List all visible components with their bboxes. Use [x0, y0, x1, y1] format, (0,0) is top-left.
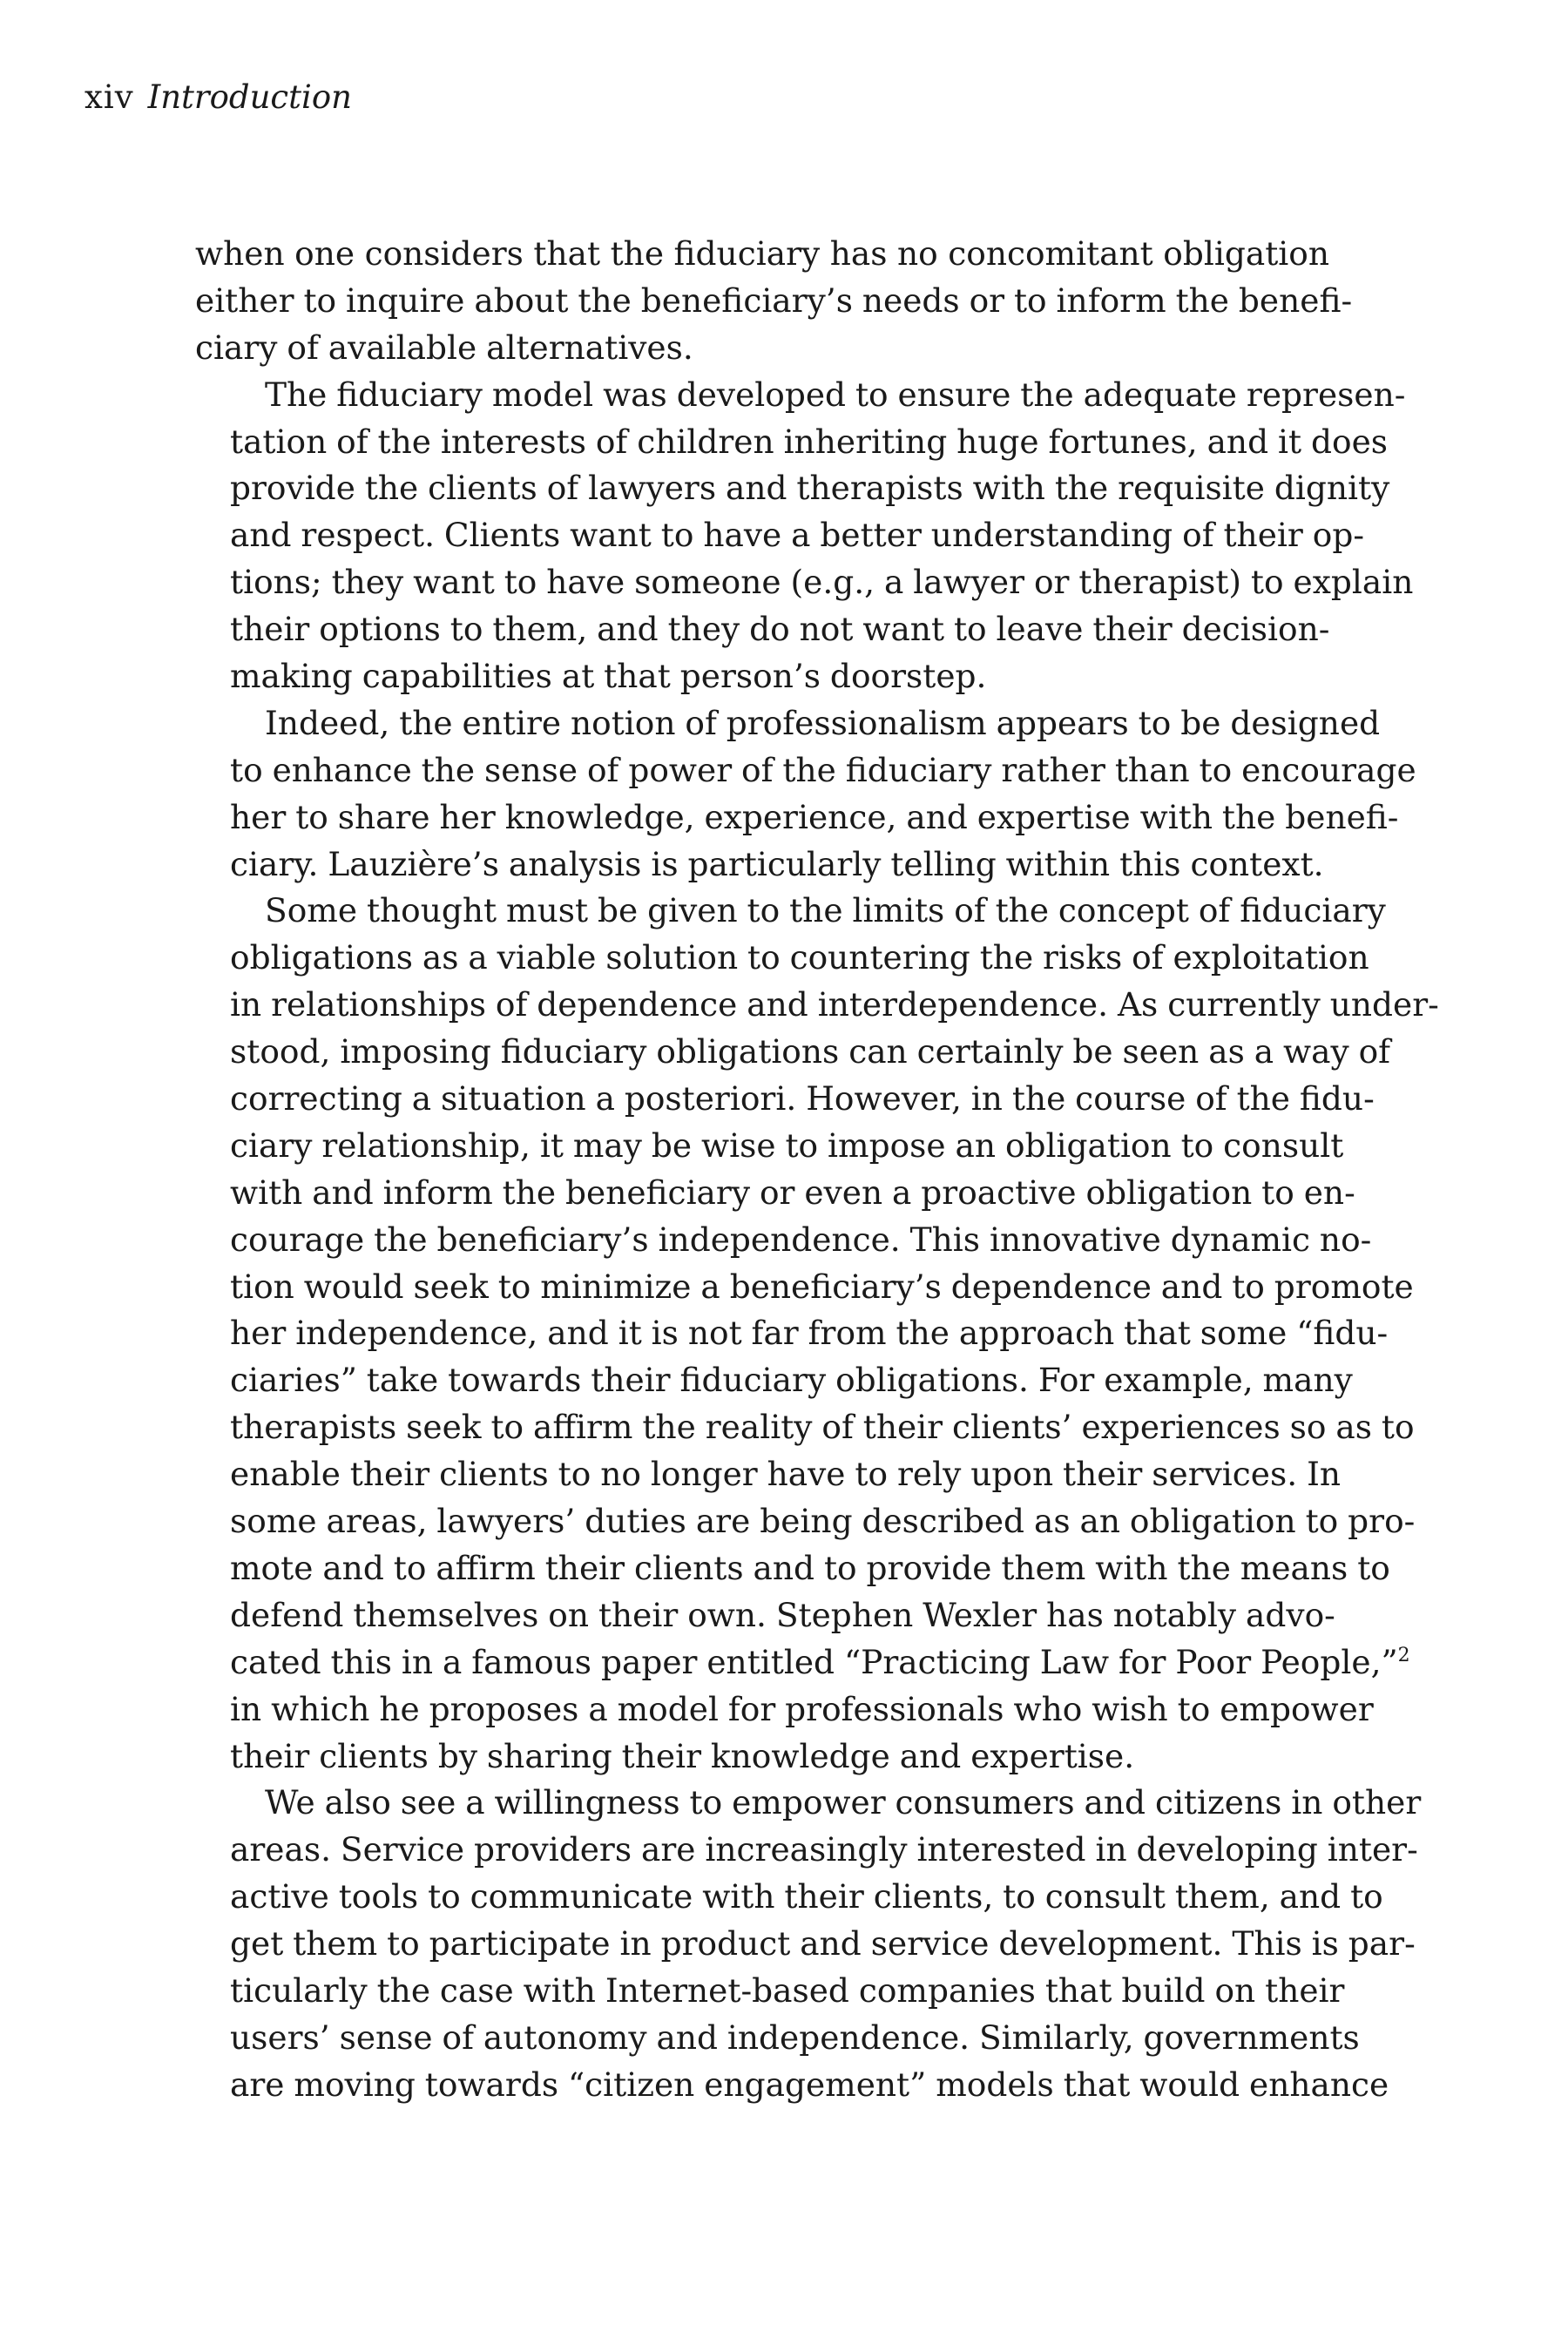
line-text: when one considers that the fiduciary has no concomitant obligation: [195, 234, 1329, 273]
text-line: [195, 1498, 1416, 1545]
line-text: users’ sense of autonomy and independence. Similarly, governments: [230, 2017, 1360, 2057]
text-line: [195, 465, 1390, 512]
text-line: [195, 1545, 1390, 1592]
body-text: [195, 231, 1439, 2109]
paragraph: [195, 372, 1414, 700]
line-text: in which he proposes a model for professionals who wish to empower: [230, 1689, 1374, 1728]
line-text: tions; they want to have someone (e.g., a lawyer or therapist) to explain: [230, 563, 1414, 602]
text-line: [195, 747, 1416, 794]
text-line: [195, 1874, 1383, 1921]
line-text: ciary of available alternatives.: [195, 328, 693, 367]
line-text: enable their clients to no longer have to rely upon their services. In: [230, 1455, 1342, 1494]
line-text: their clients by sharing their knowledge and expertise.: [230, 1736, 1135, 1775]
line-text: making capabilities at that person’s doorstep.: [230, 657, 987, 696]
line-text: therapists seek to affirm the reality of their clients’ experiences so as to: [230, 1408, 1415, 1447]
text-line: [195, 1123, 1344, 1170]
line-text: tation of the interests of children inheriting huge fortunes, and it does: [230, 422, 1389, 461]
line-text: are moving towards “citizen engagement” models that would enhance: [230, 2065, 1389, 2104]
text-line: [195, 278, 1353, 325]
text-line: [195, 1639, 1410, 1686]
line-text: some areas, lawyers’ duties are being described as an obligation to pro-: [230, 1502, 1416, 1541]
line-text: We also see a willingness to empower consumers and citizens in other: [265, 1783, 1422, 1822]
section-title: Introduction: [147, 78, 352, 116]
line-text: correcting a situation a posteriori. However, in the course of the fidu-: [230, 1079, 1375, 1119]
line-text: ciaries” take towards their fiduciary obligations. For example, many: [230, 1361, 1353, 1400]
text-line: [195, 1686, 1374, 1734]
text-line: [195, 935, 1369, 982]
line-text: Some thought must be given to the limits of the concept of fiduciary: [265, 891, 1386, 930]
page-number: xiv: [84, 78, 134, 116]
line-text: defend themselves on their own. Stephen Wexler has notably advo-: [230, 1595, 1335, 1634]
line-text: Indeed, the entire notion of professionalism appears to be designed: [265, 703, 1381, 742]
text-line: [195, 1592, 1335, 1639]
text-line: [195, 1451, 1342, 1498]
line-text: their options to them, and they do not want to leave their decision-: [230, 610, 1330, 649]
text-line: [195, 982, 1439, 1029]
text-line: [195, 1780, 1422, 1827]
text-line: [195, 2062, 1389, 2109]
text-line: [195, 1264, 1414, 1311]
line-text: tion would seek to minimize a beneficiary’s dependence and to promote: [230, 1267, 1414, 1306]
line-text: stood, imposing fiduciary obligations can certainly be seen as a way of: [230, 1032, 1391, 1071]
text-line: [195, 606, 1329, 653]
text-line: [195, 559, 1414, 606]
text-line: [195, 2015, 1360, 2062]
text-line: [195, 231, 1329, 278]
paragraph: [195, 1780, 1422, 2108]
text-line: [195, 1170, 1355, 1217]
line-text: ciary relationship, it may be wise to impose an obligation to consult: [230, 1125, 1344, 1165]
text-line: [195, 372, 1406, 419]
text-line: [195, 1217, 1372, 1264]
line-text: courage the beneficiary’s independence. This innovative dynamic no-: [230, 1220, 1372, 1259]
paragraph: [195, 231, 1353, 372]
line-text: and respect. Clients want to have a better understanding of their op-: [230, 516, 1364, 555]
line-text: ticularly the case with Internet-based companies that build on their: [230, 1970, 1345, 2010]
line-text: to enhance the sense of power of the fiduciary rather than to encourage: [230, 750, 1416, 789]
line-text: ciary. Lauzière’s analysis is particularly telling within this context.: [230, 844, 1324, 883]
line-text: with and inform the beneficiary or even a proactive obligation to en-: [230, 1173, 1355, 1212]
line-text: active tools to communicate with their clients, to consult them, and to: [230, 1877, 1383, 1916]
line-text: her to share her knowledge, experience, and expertise with the benefi-: [230, 797, 1399, 836]
line-text: cated this in a famous paper entitled “Practicing Law for Poor People,”: [230, 1642, 1398, 1681]
text-line: [195, 1827, 1418, 1874]
text-line: [195, 419, 1389, 466]
text-line: [195, 653, 1329, 700]
text-line: [195, 1357, 1353, 1404]
text-line: [195, 325, 1329, 372]
paragraph: [195, 700, 1416, 889]
text-line: [195, 512, 1364, 559]
text-line: [195, 1921, 1416, 1968]
paragraph: [195, 888, 1439, 1780]
text-line: [195, 1076, 1375, 1123]
text-line: [195, 700, 1381, 747]
line-text: get them to participate in product and service development. This is par-: [230, 1924, 1416, 1963]
line-text: areas. Service providers are increasingly interested in developing inter-: [230, 1830, 1418, 1869]
line-text: mote and to affirm their clients and to provide them with the means to: [230, 1548, 1390, 1587]
text-line: [195, 1029, 1391, 1076]
text-line: [195, 1310, 1389, 1357]
line-text: The fiduciary model was developed to ensure the adequate represen-: [265, 375, 1406, 414]
line-text: obligations as a viable solution to countering the risks of exploitation: [230, 938, 1369, 977]
text-line: [195, 888, 1386, 935]
line-text: her independence, and it is not far from the approach that some “fidu-: [230, 1314, 1389, 1353]
line-text: either to inquire about the beneficiary’s needs or to inform the benefi-: [195, 280, 1353, 320]
line-text: in relationships of dependence and interdependence. As currently under-: [230, 985, 1439, 1024]
footnote-marker: 2: [1397, 1644, 1410, 1666]
line-text: provide the clients of lawyers and therapists with the requisite dignity: [230, 469, 1390, 508]
text-line: [195, 1734, 1329, 1781]
text-line: [195, 1404, 1415, 1451]
text-line: [195, 841, 1329, 889]
running-head: [84, 77, 352, 118]
text-line: [195, 1968, 1345, 2015]
text-line: [195, 794, 1399, 841]
